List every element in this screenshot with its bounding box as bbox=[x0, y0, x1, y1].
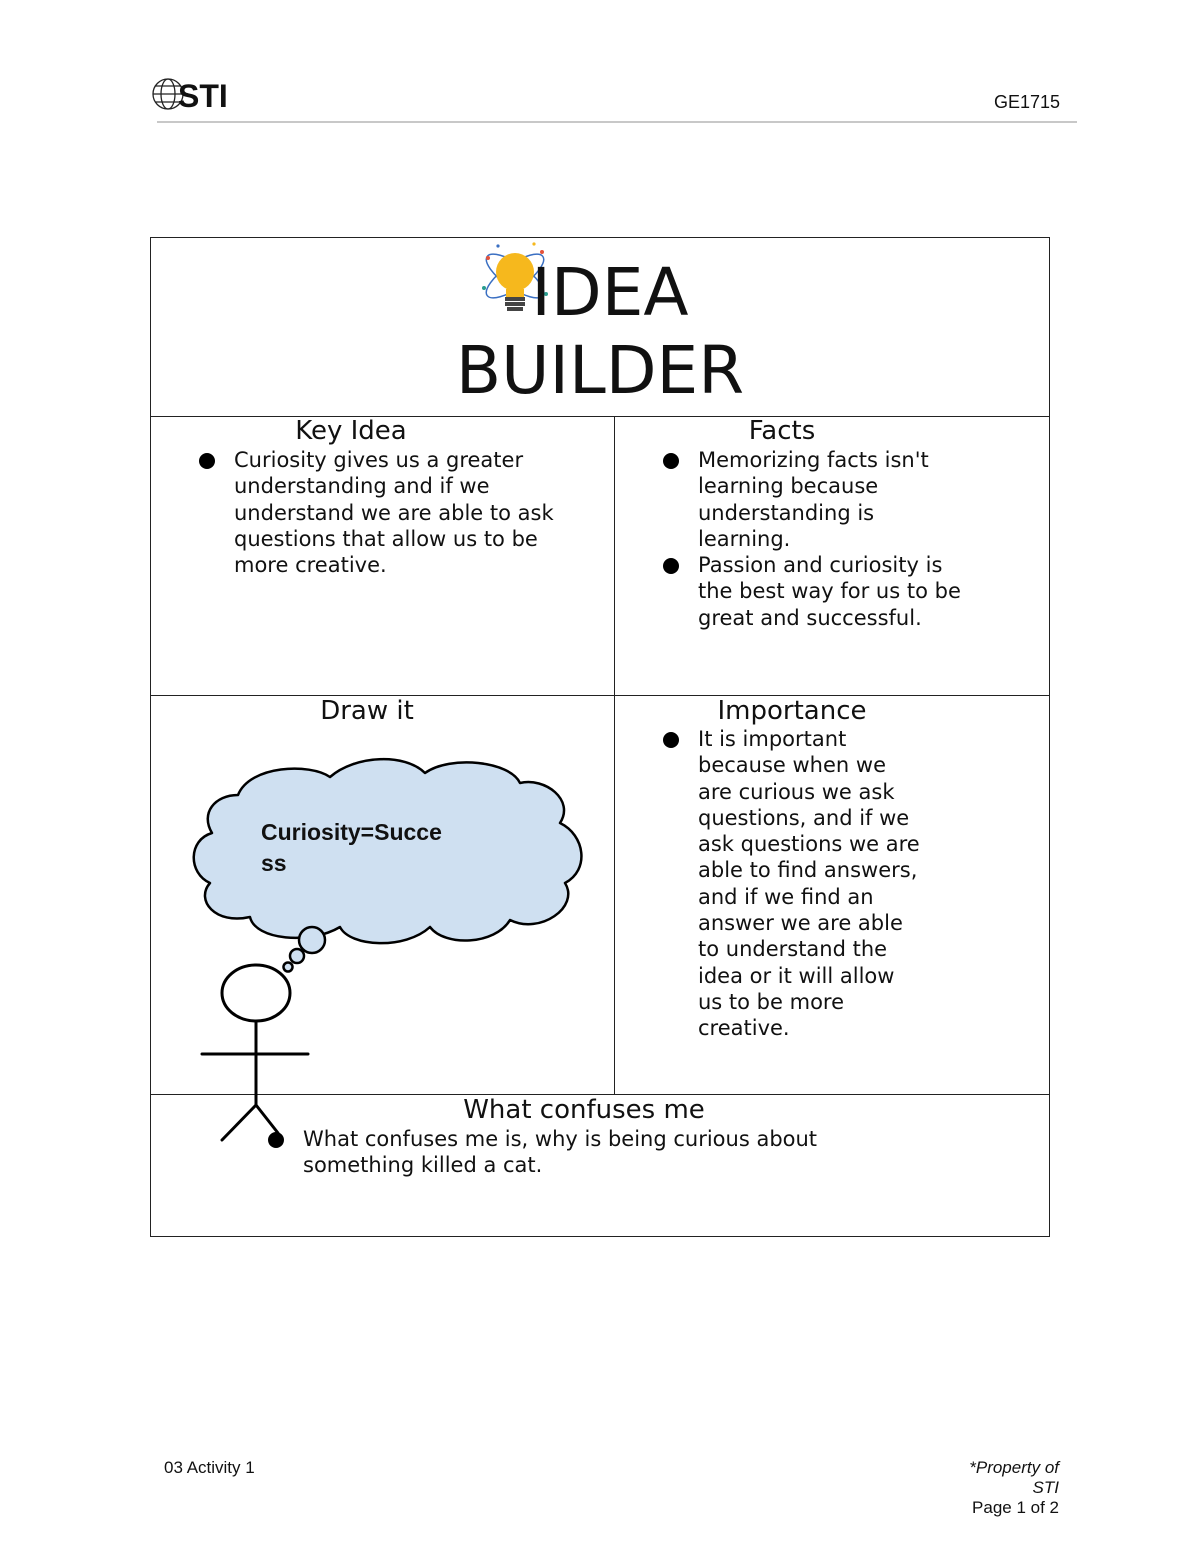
footer-activity-label: 03 Activity 1 bbox=[164, 1458, 255, 1477]
page-number: Page 1 of 2 bbox=[972, 1498, 1059, 1517]
header-divider bbox=[157, 121, 1077, 123]
thought-cloud bbox=[194, 759, 582, 971]
sti-logo bbox=[148, 72, 238, 116]
title-block bbox=[151, 238, 1049, 416]
cloud-text-line1: Curiosity=Succe bbox=[261, 819, 442, 845]
course-code: GE1715 bbox=[993, 92, 1060, 112]
facts-heading: Facts bbox=[748, 416, 816, 446]
bullet-icon bbox=[663, 558, 679, 574]
confuses-heading: What confuses me bbox=[463, 1095, 705, 1125]
footer-page-info bbox=[969, 1458, 1059, 1518]
list-item: Passion and curiosity is the best way for us to be great and successful. bbox=[663, 552, 963, 631]
importance-list bbox=[663, 726, 925, 1042]
list-item: Curiosity gives us a greater understanding and if we understand we are able to ask questions that allow us to be more creative. bbox=[199, 447, 559, 578]
column-divider bbox=[614, 416, 615, 1095]
logo-text: STI bbox=[178, 78, 228, 114]
key-idea-list bbox=[199, 447, 559, 578]
list-item: What confuses me is, why is being curious about something killed a cat. bbox=[268, 1126, 908, 1179]
title-idea: IDEA bbox=[531, 254, 689, 331]
facts-list bbox=[663, 447, 963, 631]
property-notice-line1: *Property of bbox=[969, 1458, 1059, 1477]
draw-it-heading: Draw it bbox=[320, 696, 414, 726]
list-item: Memorizing facts isn't learning because understanding is learning. bbox=[663, 447, 963, 552]
list-item: It is important because when we are curious we ask questions, and if we ask questions we are able to find answers, and if we find an answer we are able to understand the idea or it will allow us to be more creative. bbox=[663, 726, 925, 1042]
title-builder: BUILDER bbox=[455, 332, 745, 409]
cloud-text-line2: ss bbox=[261, 850, 287, 876]
stick-figure-person bbox=[202, 965, 308, 1140]
key-idea-heading: Key Idea bbox=[295, 416, 407, 446]
bullet-icon bbox=[663, 732, 679, 748]
bullet-icon bbox=[199, 453, 215, 469]
curiosity-drawing bbox=[190, 755, 590, 1150]
bullet-icon bbox=[663, 453, 679, 469]
property-notice-line2: STI bbox=[1032, 1478, 1059, 1497]
importance-heading: Importance bbox=[717, 696, 867, 726]
